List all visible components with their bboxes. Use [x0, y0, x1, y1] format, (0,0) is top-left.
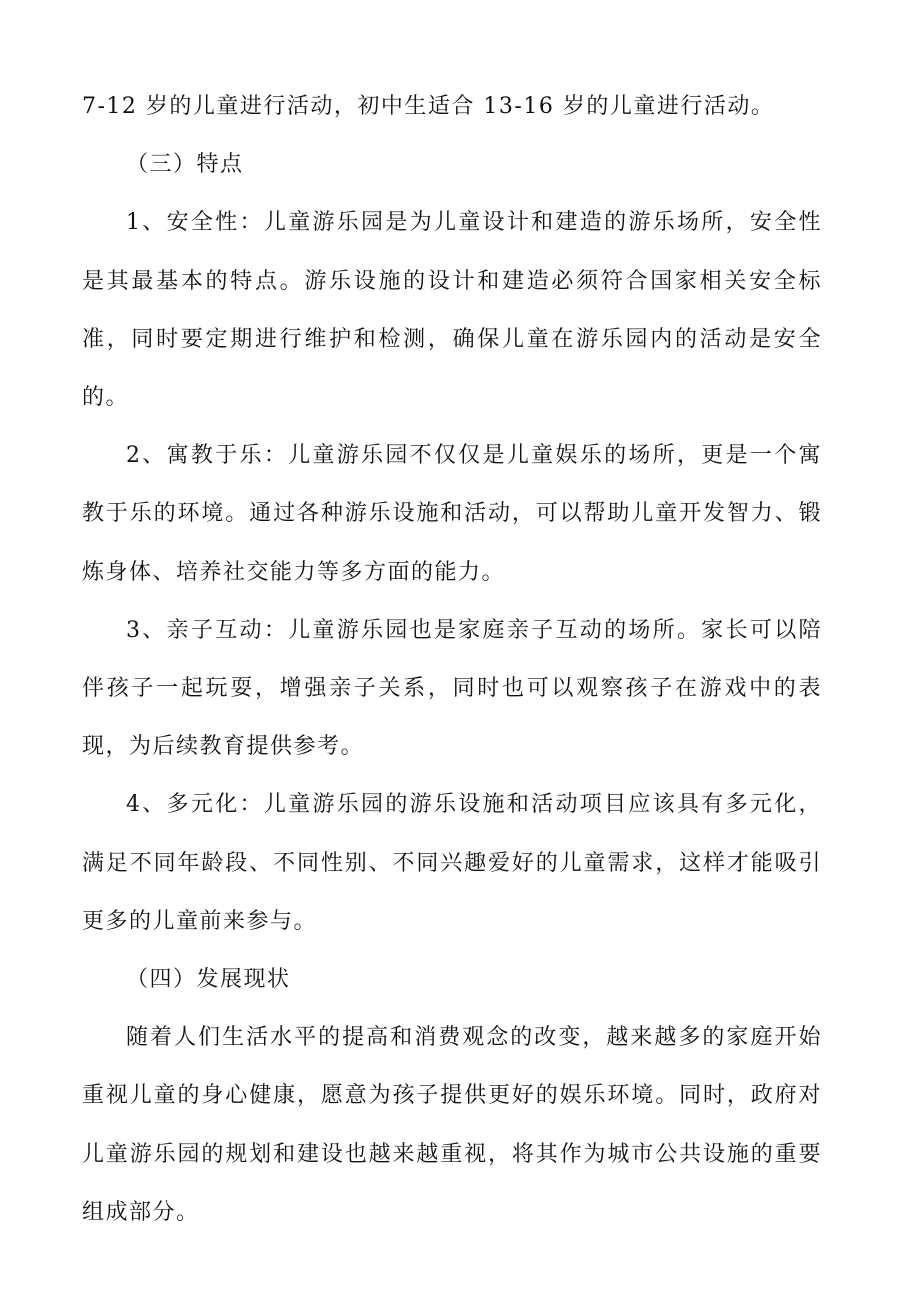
paragraph-edutainment: 2、寓教于乐：儿童游乐园不仅仅是儿童娱乐的场所，更是一个寓教于乐的环境。通过各种游乐设施和活动，可以帮助儿童开发智力、锻炼身体、培养社交能力等多方面的能力。 [82, 443, 822, 585]
section-heading-status: （四）发展现状 [126, 967, 291, 993]
section-heading-features: （三）特点 [126, 152, 244, 178]
paragraph-development: 随着人们生活水平的提高和消费观念的改变，越来越多的家庭开始重视儿童的身心健康，愿意为孩子提供更好的娱乐环境。同时，政府对儿童游乐园的规划和建设也越来越重视，将其作为城市公共设施的重要组成部分。 [82, 1025, 822, 1225]
paragraph-diversity: 4、多元化：儿童游乐园的游乐设施和活动项目应该具有多元化，满足不同年龄段、不同性别、不同兴趣爱好的儿童需求，这样才能吸引更多的儿童前来参与。 [82, 792, 822, 934]
paragraph-safety: 1、安全性：儿童游乐园是为儿童设计和建造的游乐场所，安全性是其最基本的特点。游乐设施的设计和建造必须符合国家相关安全标准，同时要定期进行维护和检测，确保儿童在游乐园内的活动是安全的。 [82, 210, 822, 411]
paragraph-parent-child: 3、亲子互动：儿童游乐园也是家庭亲子互动的场所。家长可以陪伴孩子一起玩耍，增强亲子关系，同时也可以观察孩子在游戏中的表现，为后续教育提供参考。 [82, 617, 822, 760]
document-body [82, 78, 822, 1242]
paragraph-continued: 7-12 岁的儿童进行活动，初中生适合 13-16 岁的儿童进行活动。 [82, 94, 775, 119]
